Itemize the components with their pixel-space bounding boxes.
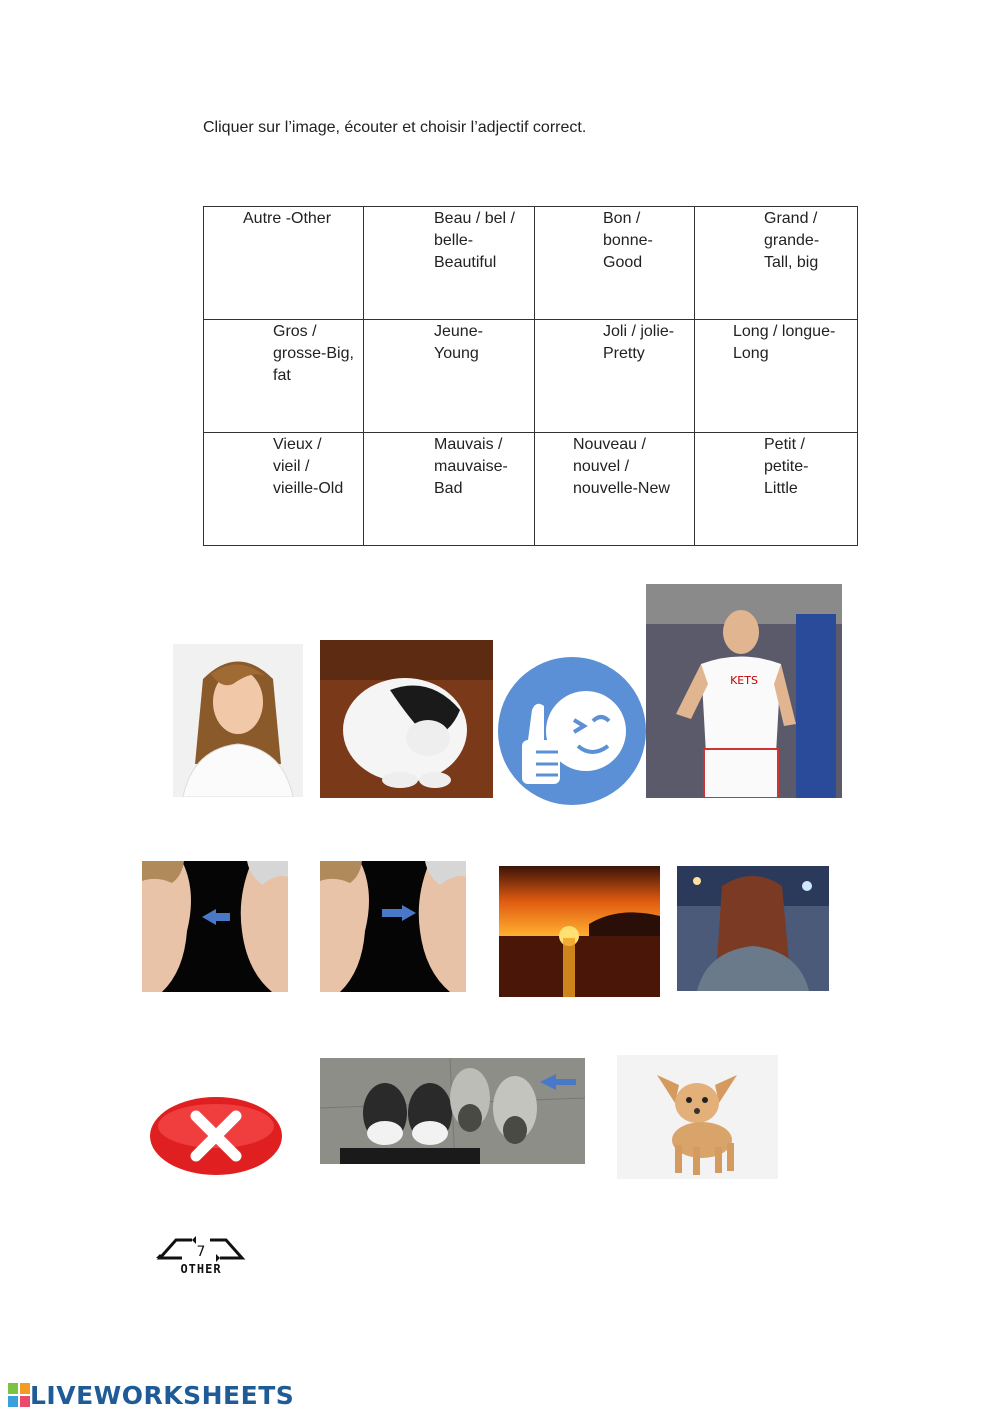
long-hair-woman-image[interactable] [677,866,829,991]
table-cell: Autre -Other [204,207,364,320]
sunset-image[interactable] [499,866,660,997]
table-cell: Petit / petite- Little [695,433,858,546]
svg-text:KETS: KETS [730,674,758,687]
liveworksheets-logo [8,1381,294,1409]
table-cell: Mauvais / mauvaise- Bad [364,433,535,546]
table-cell: Vieux / vieil / vieille-Old [204,433,364,546]
boy-and-old-man-old-image[interactable] [320,861,466,992]
recycle-label: OTHER [180,1262,222,1276]
adjective-table [203,206,858,546]
fat-cat-image[interactable] [320,640,493,798]
table-cell: Nouveau / nouvel / nouvelle-New [535,433,695,546]
logo-blocks-icon [8,1383,30,1407]
small-puppy-image[interactable] [617,1055,778,1179]
young-woman-image[interactable] [173,644,303,797]
red-cross-bad-image[interactable] [149,1096,284,1176]
boy-and-old-man-young-image[interactable] [142,861,288,992]
table-cell: Beau / bel / belle- Beautiful [364,207,535,320]
instruction-text: Cliquer sur l’image, écouter et choisir l’adjectif correct. [203,119,587,136]
table-cell: Bon / bonne- Good [535,207,695,320]
table-row [204,320,858,433]
table-cell: Long / longue- Long [695,320,858,433]
table-row [204,207,858,320]
tall-basketball-player-image[interactable] [646,584,842,798]
recycle-number: 7 [196,1244,206,1260]
new-and-old-shoes-image[interactable] [320,1058,585,1164]
table-cell: Gros / grosse-Big, fat [204,320,364,433]
table-row [204,433,858,546]
table-cell: Grand / grande- Tall, big [695,207,858,320]
table-cell: Joli / jolie- Pretty [535,320,695,433]
thumbs-up-emoji-image[interactable] [498,654,647,809]
brand-name: LIVEWORKSHEETS [30,1380,295,1410]
table-cell: Jeune- Young [364,320,535,433]
recycle-other-symbol[interactable] [152,1232,250,1276]
